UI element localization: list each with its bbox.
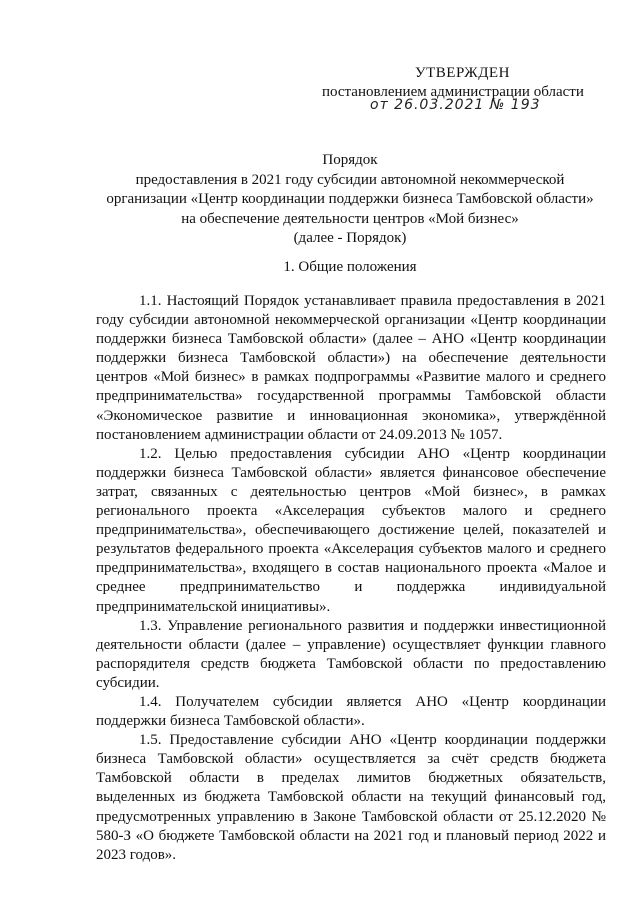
title-line: на обеспечение деятельности центров «Мой бизнес» (181, 210, 519, 227)
document-body (96, 292, 606, 865)
paragraph-1-5: 1.5. Предоставление субсидии АНО «Центр координации поддержки бизнеса Тамбовской области» осуществляется за счёт средств бюджета Тамбовской области в пределах лимитов бюджетных обязательств, выделенных из бюджета Тамбовской области на текущий финансовый год, предусмотренных управлению в Законе Тамбовской области от 25.12.2020 № 580-З «О бюджете Тамбовской области на 2021 год и плановый период 2022 и 2023 годов». (96, 732, 606, 863)
section-heading: 1. Общие положения (283, 259, 417, 275)
paragraph-1-3: 1.3. Управление регионального развития и поддержки инвестиционной деятельности области (далее – управление) осуществляет функции главного распорядителя средств бюджета Тамбовской области по предоставлению субсидии. (96, 617, 606, 691)
title-line: (далее - Порядок) (293, 230, 407, 246)
document-title (80, 151, 620, 249)
paragraph-1-1: 1.1. Настоящий Порядок устанавливает правила предоставления в 2021 году субсидии автономной некоммерческой организации «Центр координации поддержки бизнеса Тамбовской области» (далее – АНО «Центр координации поддержки бизнеса Тамбовской области») на обеспечение деятельности центров «Мой бизнес» в рамках подпрограммы «Развитие малого и среднего предпринимательства» государственной программы Тамбовской области «Экономическое развитие и инновационная экономика», утверждённой постановлением администрации области от 24.09.2013 № 1057. (96, 293, 606, 443)
approval-stamp (320, 64, 620, 115)
approved-label: УТВЕРЖДЕН (415, 65, 510, 81)
decree-line: постановлением администрации области (322, 84, 584, 100)
paragraph-1-2: 1.2. Целью предоставления субсидии АНО «Центр координации поддержки бизнеса Тамбовской области» является финансовое обеспечение затрат, связанных с деятельностью центров «Мой бизнес», в рамках регионального проекта «Акселерация субъектов малого и среднего предпринимательства», обеспечивающего достижение целей, показателей и результатов федерального проекта «Акселерация субъектов малого и среднего предпринимательства», входящего в состав национального проекта «Малое и среднее предпринимательство и поддержка индивидуальной предпринимательской инициативы». (96, 445, 606, 615)
handwritten-date-number: от 26.03.2021 № 193 (370, 97, 541, 113)
title-line: организации «Центр координации поддержки бизнеса Тамбовской области» (106, 191, 594, 207)
title-line: предоставления в 2021 году субсидии автономной некоммерческой (135, 171, 565, 188)
paragraph-1-4: 1.4. Получателем субсидии является АНО «Центр координации поддержки бизнеса Тамбовской области». (96, 693, 606, 730)
title-line: Порядок (322, 152, 378, 168)
